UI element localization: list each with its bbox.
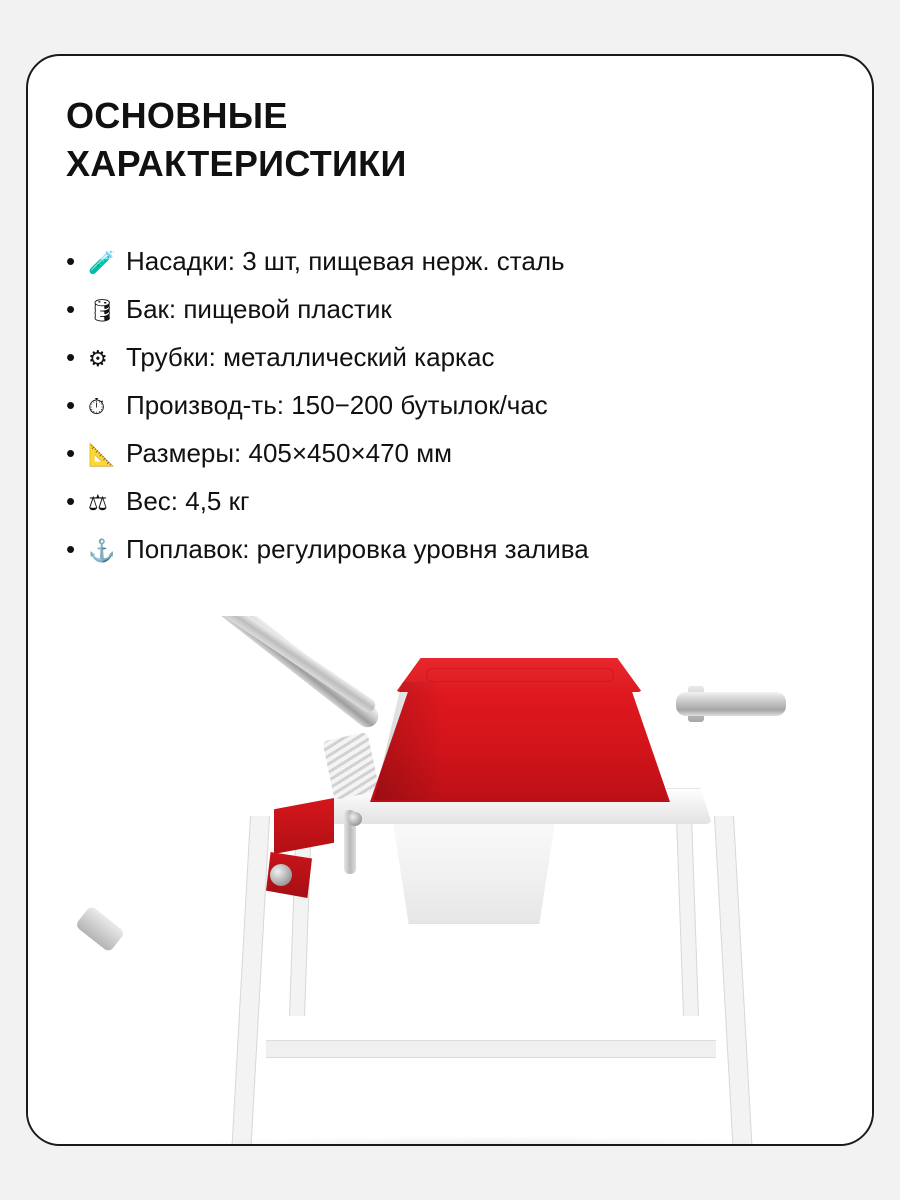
red-hopper-top-groove — [426, 668, 614, 682]
ruler-triangle-icon: 📐 — [88, 442, 116, 467]
stand-crossbar-upper — [266, 1040, 716, 1058]
stopwatch-icon: ⏱ — [88, 394, 106, 419]
list-item-label: Размеры: 405×450×470 мм — [126, 438, 452, 468]
list-item-label: Насадки: 3 шт, пищевая нерж. сталь — [126, 246, 565, 276]
list-bullet: • — [66, 294, 76, 324]
list-item — [66, 382, 826, 430]
list-item — [66, 430, 826, 478]
red-bracket-upper — [274, 798, 334, 854]
stand-leg-middle-right — [676, 816, 699, 1016]
list-bullet: • — [66, 246, 76, 276]
screw-knob — [270, 864, 292, 886]
list-item — [66, 478, 826, 526]
list-bullet: • — [66, 438, 76, 468]
list-item — [66, 286, 826, 334]
spec-card — [26, 54, 874, 1146]
anchor-icon: ⚓ — [88, 538, 116, 563]
list-item-label: Производ-ть: 150−200 бутылок/час — [126, 390, 548, 420]
floor-shadow — [178, 1136, 798, 1146]
spring-coil — [322, 732, 379, 800]
barrel-icon: 🛢 — [88, 298, 116, 323]
list-item-label: Поплавок: регулировка уровня залива — [126, 534, 589, 564]
product-photo — [28, 616, 872, 1146]
product-photo-canvas — [28, 616, 872, 1146]
scales-icon: ⚖ — [88, 490, 108, 515]
test-tube-icon: 🧪 — [88, 250, 116, 275]
list-bullet: • — [66, 342, 76, 372]
stand-leg-left — [231, 816, 270, 1146]
gear-icon: ⚙ — [88, 346, 108, 371]
inlet-pipe-end — [75, 905, 126, 953]
list-bullet: • — [66, 534, 76, 564]
screw-small — [348, 812, 362, 826]
list-item-label: Бак: пищевой пластик — [126, 294, 392, 324]
stand-leg-right — [714, 816, 753, 1146]
list-item — [66, 238, 826, 286]
list-bullet: • — [66, 486, 76, 516]
list-bullet: • — [66, 390, 76, 420]
page-title-line-1: ОСНОВНЫЕ — [66, 95, 288, 136]
list-item — [66, 526, 826, 574]
list-item — [66, 334, 826, 382]
red-hopper-shading — [374, 682, 444, 800]
plastic-tank — [388, 812, 560, 924]
page-title — [66, 92, 766, 188]
list-item-label: Трубки: металлический каркас — [126, 342, 495, 372]
specifications-list — [66, 238, 826, 574]
page-title-line-2: ХАРАКТЕРИСТИКИ — [66, 142, 407, 184]
side-shaft-handle — [676, 692, 786, 716]
list-item-label: Вес: 4,5 кг — [126, 486, 250, 516]
